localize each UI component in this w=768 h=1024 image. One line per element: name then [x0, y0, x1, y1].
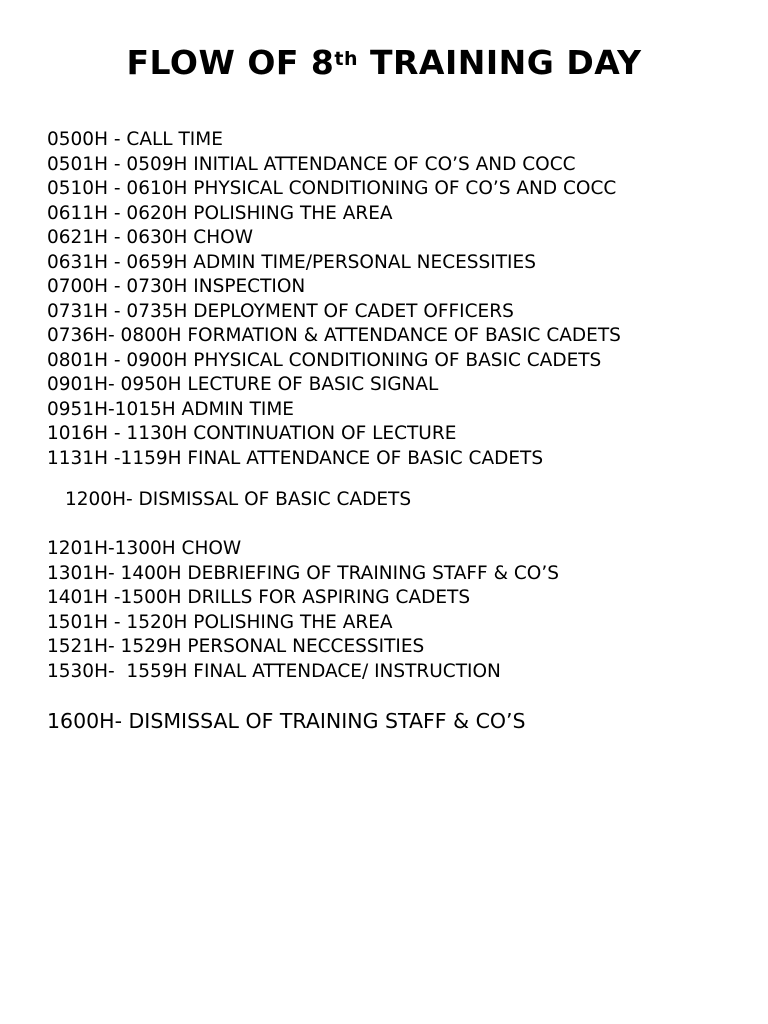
schedule-line: 0700H - 0730H INSPECTION — [47, 276, 306, 297]
afternoon-schedule — [47, 537, 559, 684]
schedule-line: 0951H-1015H ADMIN TIME — [47, 398, 294, 420]
dismissal-basic-cadets: 1200H- DISMISSAL OF BASIC CADETS — [65, 489, 412, 510]
schedule-line: 0510H - 0610H PHYSICAL CONDITIONING OF CO’S AND COCC — [47, 178, 617, 199]
dismissal-training-staff: 1600H- DISMISSAL OF TRAINING STAFF & CO’S — [47, 709, 526, 733]
schedule-line: 1131H -1159H FINAL ATTENDANCE OF BASIC CADETS — [47, 447, 544, 469]
title-ordinal-suffix: th — [334, 48, 358, 70]
schedule-line: 0621H - 0630H CHOW — [47, 227, 253, 248]
morning-schedule — [47, 128, 747, 471]
schedule-line: 1301H- 1400H DEBRIEFING OF TRAINING STAFF & CO’S — [47, 562, 559, 584]
schedule-line: 0501H - 0509H INITIAL ATTENDANCE OF CO’S AND COCC — [47, 153, 576, 175]
title-rest: TRAINING DAY — [358, 43, 642, 82]
schedule-line: 1016H - 1130H CONTINUATION OF LECTURE — [47, 423, 457, 444]
schedule-line: 0736H- 0800H FORMATION & ATTENDANCE OF BASIC CADETS — [47, 325, 621, 346]
schedule-line: 0631H - 0659H ADMIN TIME/PERSONAL NECESSITIES — [47, 251, 536, 273]
schedule-line: 1201H-1300H CHOW — [47, 538, 242, 559]
page-title — [0, 42, 768, 84]
schedule-line: 1530H- 1559H FINAL ATTENDACE/ INSTRUCTION — [47, 660, 501, 682]
schedule-line: 1501H - 1520H POLISHING THE AREA — [47, 611, 393, 633]
schedule-line: 0901H- 0950H LECTURE OF BASIC SIGNAL — [47, 374, 439, 395]
schedule-line: 0500H - CALL TIME — [47, 129, 223, 150]
schedule-line: 0731H - 0735H DEPLOYMENT OF CADET OFFICERS — [47, 300, 514, 322]
schedule-line: 0801H - 0900H PHYSICAL CONDITIONING OF BASIC CADETS — [47, 349, 602, 371]
title-main: FLOW OF 8 — [126, 43, 335, 82]
schedule-line: 0611H - 0620H POLISHING THE AREA — [47, 202, 393, 224]
schedule-line: 1401H -1500H DRILLS FOR ASPIRING CADETS — [47, 587, 471, 608]
schedule-line: 1521H- 1529H PERSONAL NECCESSITIES — [47, 636, 425, 657]
